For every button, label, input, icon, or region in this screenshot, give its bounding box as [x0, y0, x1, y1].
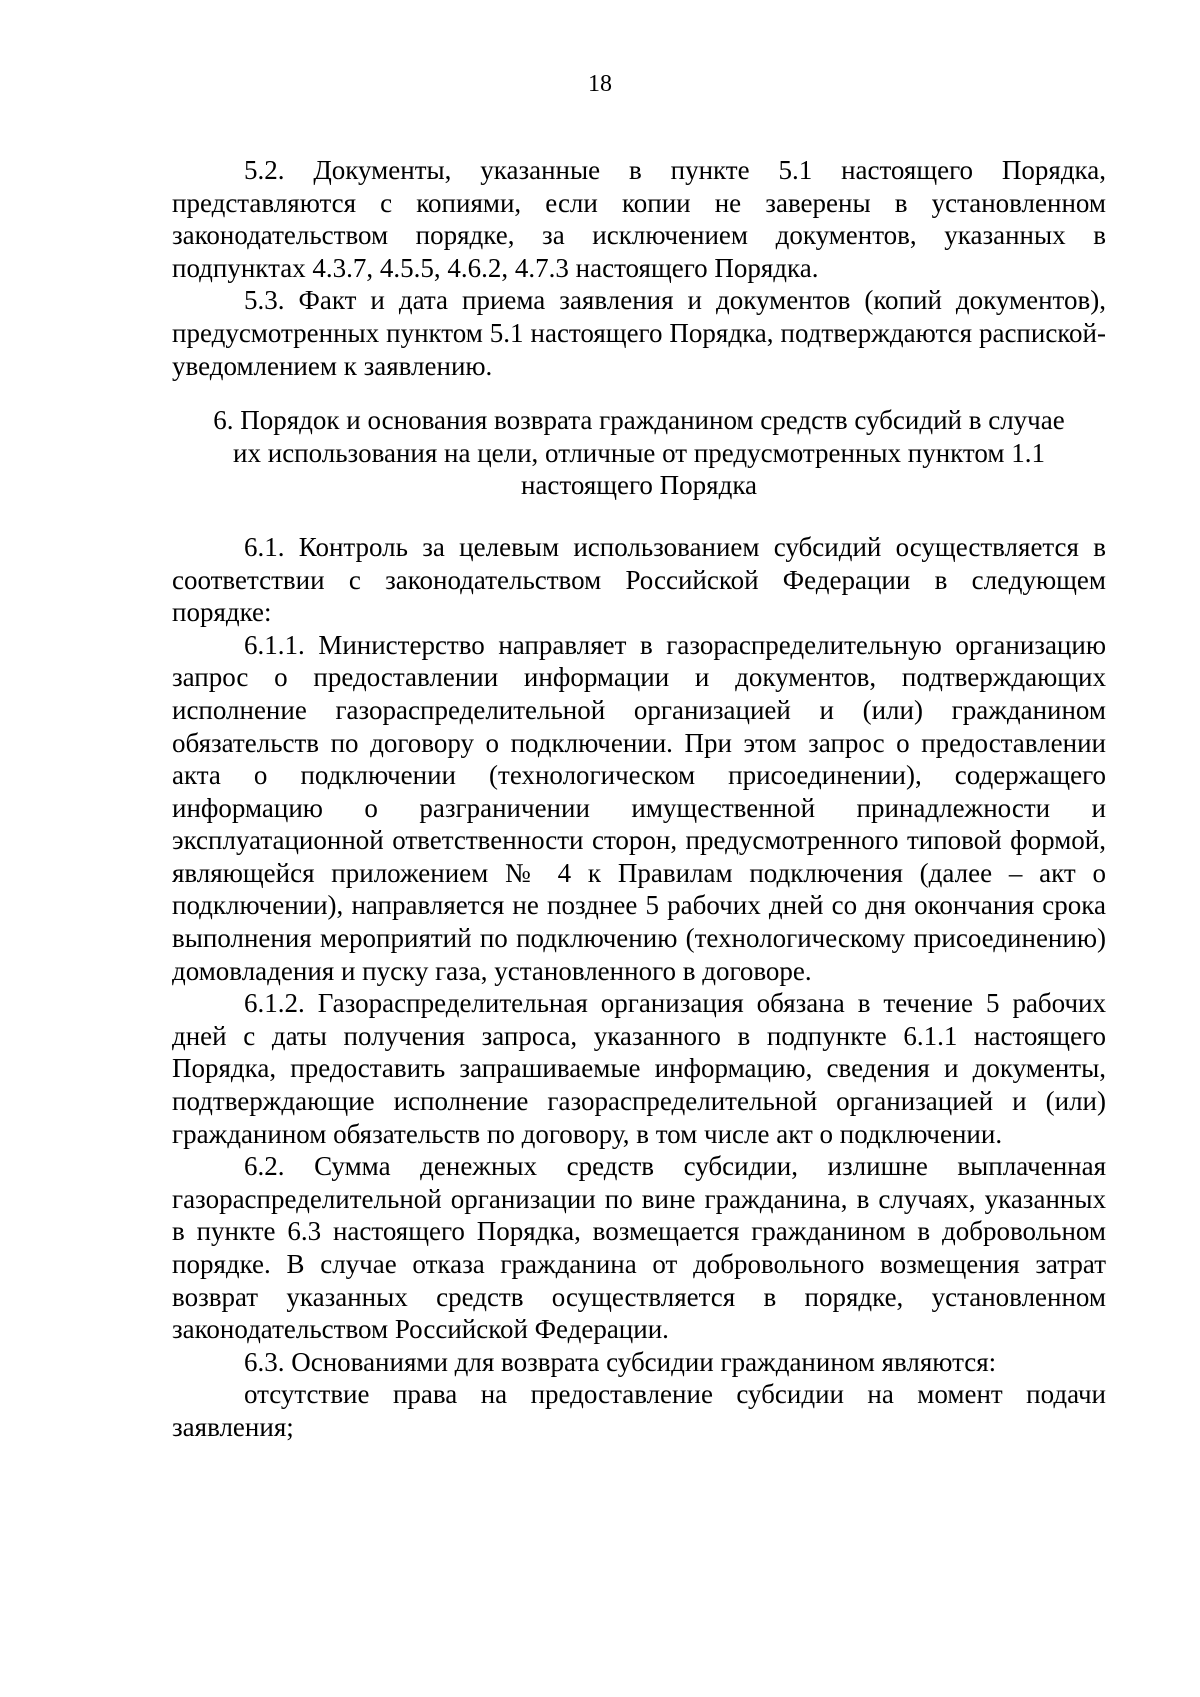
- document-body: [172, 154, 1106, 1444]
- section-6-heading: 6. Порядок и основания возврата гражданином средств субсидий в случае их использования на цели, отличные от предусмотренных пунктом 1.1 настоящего Порядка: [213, 405, 1065, 501]
- paragraph-5-2: 5.2. Документы, указанные в пункте 5.1 настоящего Порядка, представляются с копиями, если копии не заверены в установленном законодательством порядке, за исключением документов, указанных в подпунктах 4.3.7, 4.5.5, 4.6.2, 4.7.3 настоящего Порядка.: [172, 155, 1106, 283]
- paragraph-6-3-item-1: отсутствие права на предоставление субсидии на момент подачи заявления;: [172, 1379, 1106, 1442]
- paragraph-6-1-2: 6.1.2. Газораспределительная организация обязана в течение 5 рабочих дней с даты получения запроса, указанного в подпункте 6.1.1 настоящего Порядка, предоставить запрашиваемые информацию, сведения и документы, подтверждающие исполнение газораспределительной организацией и (или) гражданином обязательств по договору, в том числе акт о подключении.: [172, 988, 1106, 1149]
- paragraph-6-3: 6.3. Основаниями для возврата субсидии гражданином являются:: [244, 1346, 997, 1377]
- paragraph-6-1: 6.1. Контроль за целевым использованием субсидий осуществляется в соответствии с законодательством Российской Федерации в следующем порядке:: [172, 531, 1106, 628]
- paragraph-6-1-1: 6.1.1. Министерство направляет в газораспределительную организацию запрос о предоставлении информации и документов, подтверждающих исполнение газораспределительной организацией и (или) гражданином обязательств по договору о подключении. При этом запрос о предоставлении акта о подключении (технологическом присоединении), содержащего информацию о разграничении имущественной принадлежности и эксплуатационной ответственности сторон, предусмотренного типовой формой, являющейся приложением № 4 к Правилам подключения (далее – акт о подключении), направляется не позднее 5 рабочих дней со дня окончания срока выполнения мероприятий по подключению (технологическому присоединению) домовладения и пуску газа, установленного в договоре.: [172, 629, 1106, 986]
- page-number: 18: [588, 71, 612, 97]
- paragraph-5-3: 5.3. Факт и дата приема заявления и документов (копий документов), предусмотренных пунктом 5.1 настоящего Порядка, подтверждаются распиской-уведомлением к заявлению.: [172, 285, 1106, 381]
- paragraph-6-2: 6.2. Сумма денежных средств субсидии, излишне выплаченная газораспределительной организации по вине гражданина, в случаях, указанных в пункте 6.3 настоящего Порядка, возмещается гражданином в добровольном порядке. В случае отказа гражданина от добровольного возмещения затрат возврат указанных средств осуществляется в порядке, установленном законодательством Российской Федерации.: [172, 1151, 1106, 1345]
